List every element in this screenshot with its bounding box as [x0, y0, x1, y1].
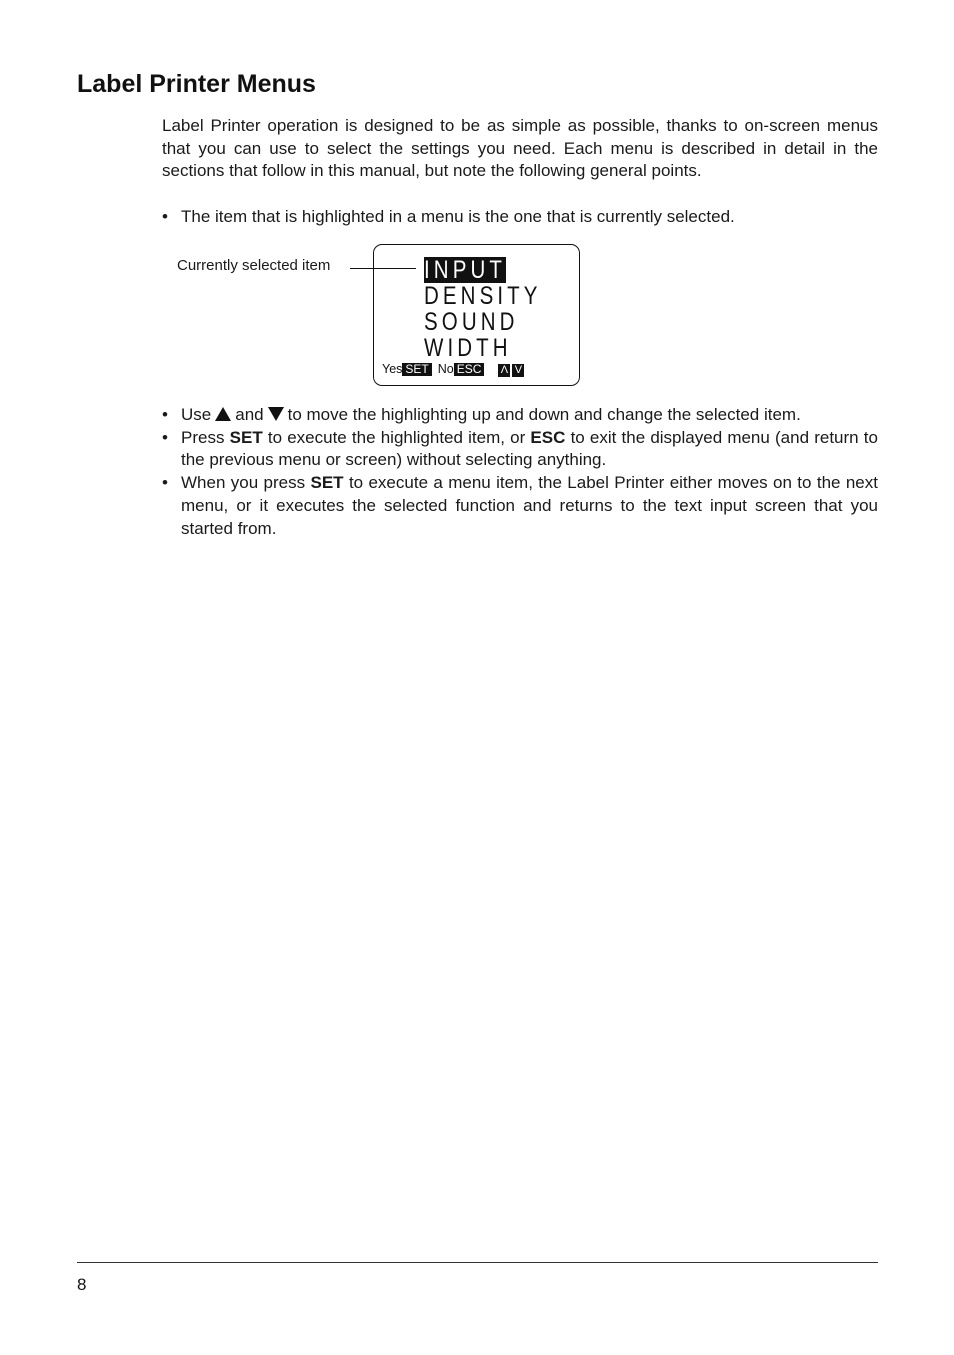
lcd-up-arrow-icon: Λ [498, 364, 510, 377]
down-triangle-icon [268, 407, 284, 421]
lcd-menu-item: SOUND [424, 308, 519, 336]
list-item [162, 427, 878, 472]
callout-label: Currently selected item [177, 257, 331, 274]
bullet-text-post: to execute a menu item, the Label Printer either moves on to the next menu, or it executes the selected function and returns to the text input screen that you started from. [181, 473, 878, 538]
bullet-text-mid: and [235, 405, 264, 424]
list-item [162, 472, 878, 540]
footer-divider [77, 1262, 878, 1263]
bullet-dot: • [162, 207, 168, 226]
lcd-esc-key: ESC [454, 363, 485, 376]
esc-key-label: ESC [530, 427, 566, 447]
page-title: Label Printer Menus [77, 70, 316, 98]
bullet-text-pre: When you press [181, 473, 306, 493]
intro-paragraph: Label Printer operation is designed to be as simple as possible, thanks to on-screen menus that you can use to select the settings you need. Each menu is described in detail in the sections that follow in this manual, but note the following general points. [162, 116, 878, 181]
lcd-footer [382, 362, 524, 377]
lcd-menu-item-selected: INPUT [424, 256, 506, 284]
lcd-no-label: No [437, 362, 454, 376]
lcd-down-arrow-icon: V [512, 364, 524, 377]
bullet-dot: • [162, 473, 168, 493]
lcd-yes-label: Yes [382, 362, 403, 376]
bullet-text-post: to move the highlighting up and down and change the selected item. [287, 405, 801, 424]
lcd-menu-item: WIDTH [424, 334, 512, 362]
list-item [162, 206, 878, 229]
lcd-menu-item: DENSITY [424, 282, 542, 310]
bullet-list-top [162, 206, 878, 229]
set-key-label: SET [310, 473, 344, 493]
bullet-text-pre: Press [181, 427, 225, 447]
up-triangle-icon [215, 407, 231, 421]
bullet-text-mid: to execute the highlighted item, or [267, 427, 526, 447]
bullet-list-bottom [162, 404, 878, 540]
lcd-screen [373, 244, 580, 386]
bullet-dot: • [162, 405, 168, 424]
set-key-label: SET [229, 427, 263, 447]
bullet-text-pre: Use [181, 405, 212, 424]
bullet-text-post: to exit the displayed menu (and return to the previous menu or screen) without selecting anything. [181, 427, 878, 470]
bullet-text: The item that is highlighted in a menu is the one that is currently selected. [181, 207, 735, 226]
list-item [162, 404, 878, 427]
bullet-dot: • [162, 427, 168, 447]
page-number: 8 [77, 1275, 87, 1294]
lcd-set-key: SET [402, 363, 431, 376]
